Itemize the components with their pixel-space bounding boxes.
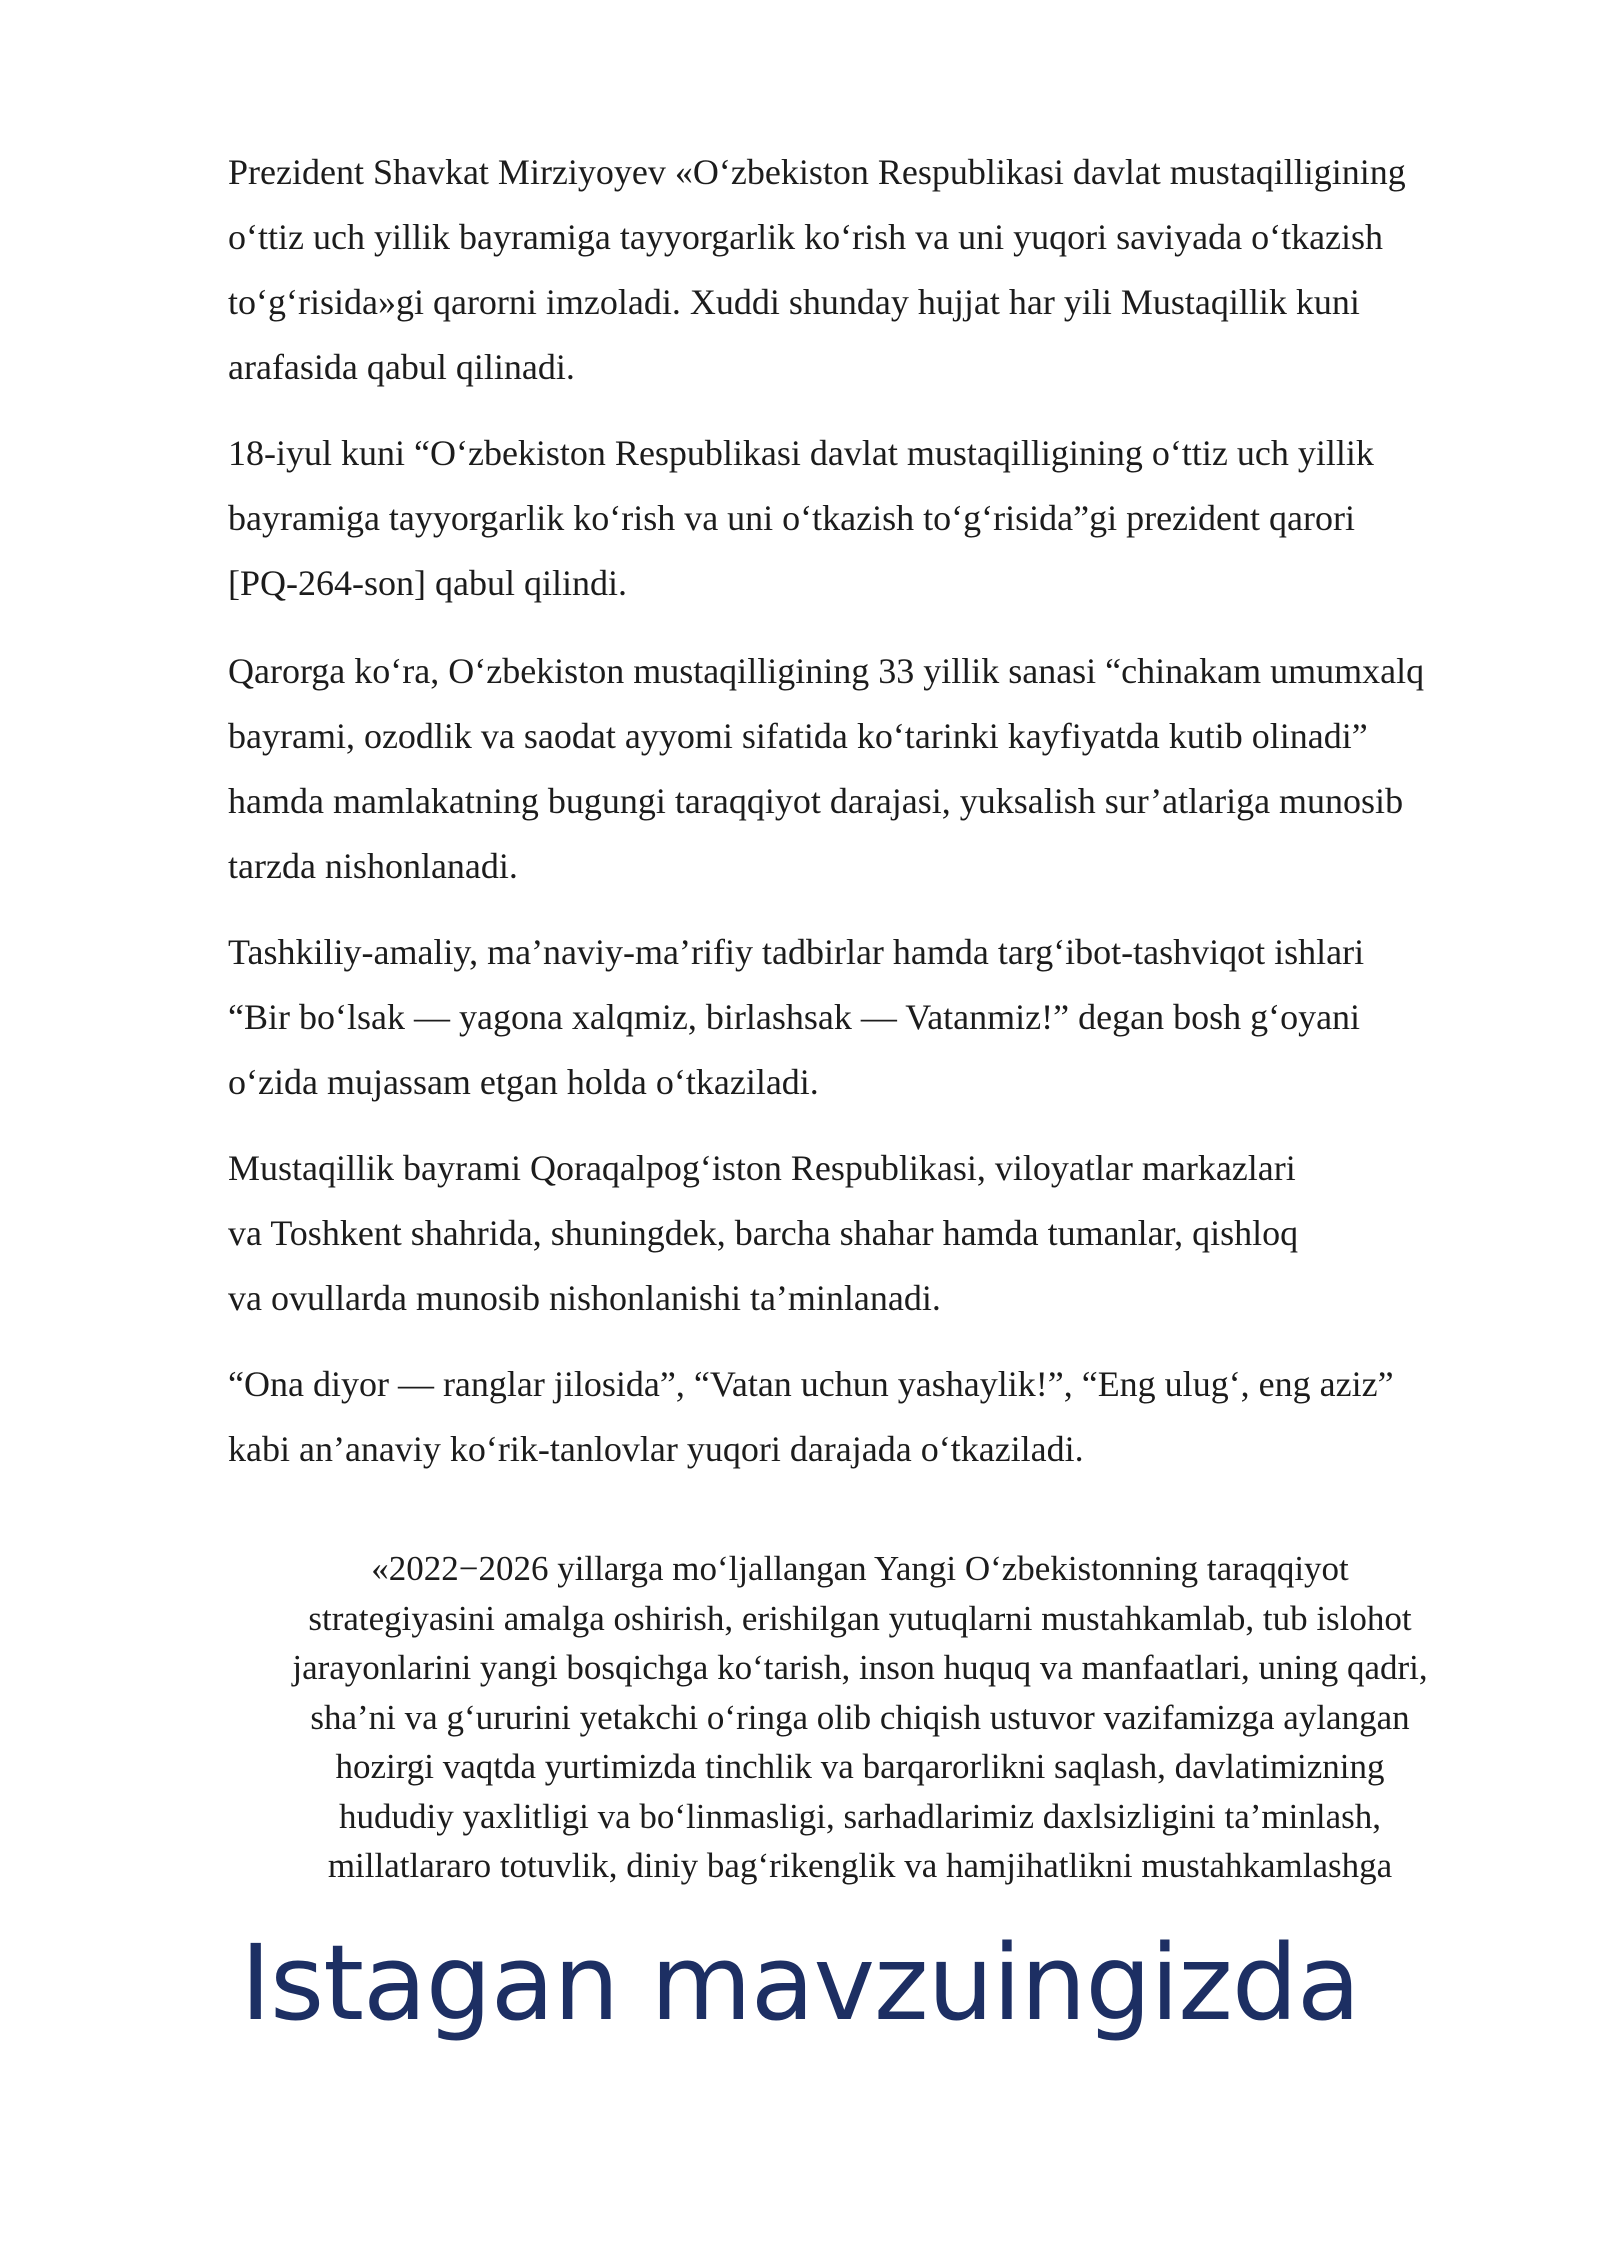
text-line: toʻgʻrisida»gi qarorni imzoladi. Xuddi shunday hujjat har yili Mustaqillik kuni — [228, 282, 1360, 322]
text-line: Qarorga koʻra, Oʻzbekiston mustaqilligining 33 yillik sanasi “chinakam umumxalq — [228, 651, 1425, 691]
paragraph-4 — [228, 920, 1528, 1115]
paragraph-2 — [228, 421, 1528, 616]
text-line: Prezident Shavkat Mirziyoyev «Oʻzbekiston Respublikasi davlat mustaqilligining — [228, 152, 1406, 192]
text-line: 18-iyul kuni “Oʻzbekiston Respublikasi davlat mustaqilligining oʻttiz uch yillik — [228, 433, 1374, 473]
text-line: “Ona diyor — ranglar jilosida”, “Vatan uchun yashaylik!”, “Eng ulugʻ, eng aziz” — [228, 1364, 1394, 1404]
article-body — [228, 140, 1528, 1503]
paragraph-5 — [228, 1136, 1528, 1331]
paragraph-6 — [228, 1352, 1528, 1482]
text-line: hamda mamlakatning bugungi taraqqiyot darajasi, yuksalish sur’atlariga munosib — [228, 781, 1404, 821]
quote-line: «2022−2026 yillarga moʻljallangan Yangi Oʻzbekistonning taraqqiyot — [371, 1549, 1349, 1588]
quoted-excerpt — [180, 1544, 1540, 1891]
text-line: bayramiga tayyorgarlik koʻrish va uni oʻtkazish toʻgʻrisida”gi prezident qarori — [228, 498, 1355, 538]
text-line: oʻzida mujassam etgan holda oʻtkaziladi. — [228, 1062, 819, 1102]
promo-headline: Istagan mavzuingizda — [240, 1922, 1360, 2044]
text-line: arafasida qabul qilinadi. — [228, 347, 575, 387]
text-line: oʻttiz uch yillik bayramiga tayyorgarlik koʻrish va uni yuqori saviyada oʻtkazish — [228, 217, 1384, 257]
paragraph-3 — [228, 639, 1528, 899]
quote-line: jarayonlarini yangi bosqichga koʻtarish, inson huquq va manfaatlari, uning qadri, — [292, 1648, 1428, 1687]
text-line: “Bir boʻlsak — yagona xalqmiz, birlashsak — Vatanmiz!” degan bosh gʻoyani — [228, 997, 1361, 1037]
quote-line: hozirgi vaqtda yurtimizda tinchlik va barqarorlikni saqlash, davlatimizning — [335, 1747, 1385, 1786]
paragraph-1 — [228, 140, 1528, 400]
quote-line: hududiy yaxlitligi va boʻlinmasligi, sarhadlarimiz daxlsizligini ta’minlash, — [338, 1796, 1382, 1836]
text-line: va Toshkent shahrida, shuningdek, barcha shahar hamda tumanlar, qishloq — [228, 1213, 1299, 1253]
text-line: bayrami, ozodlik va saodat ayyomi sifatida koʻtarinki kayfiyatda kutib olinadi” — [228, 716, 1368, 756]
text-line: kabi an’anaviy koʻrik-tanlovlar yuqori darajada oʻtkaziladi. — [228, 1429, 1084, 1469]
text-line: Mustaqillik bayrami Qoraqalpogʻiston Respublikasi, viloyatlar markazlari — [228, 1148, 1296, 1188]
text-line: Tashkiliy-amaliy, ma’naviy-ma’rifiy tadbirlar hamda targʻibot-tashviqot ishlari — [228, 932, 1365, 972]
quote-line: millatlararo totuvlik, diniy bagʻrikenglik va hamjihatlikni mustahkamlashga — [327, 1846, 1393, 1885]
text-line: tarzda nishonlanadi. — [228, 846, 518, 886]
quote-line: strategiyasini amalga oshirish, erishilgan yutuqlarni mustahkamlab, tub islohot — [308, 1598, 1412, 1638]
quote-line: sha’ni va gʻururini yetakchi oʻringa olib chiqish ustuvor vazifamizga aylangan — [310, 1697, 1410, 1737]
text-line: va ovullarda munosib nishonlanishi ta’minlanadi. — [228, 1278, 941, 1318]
text-line: [PQ-264-son] qabul qilindi. — [228, 563, 627, 603]
